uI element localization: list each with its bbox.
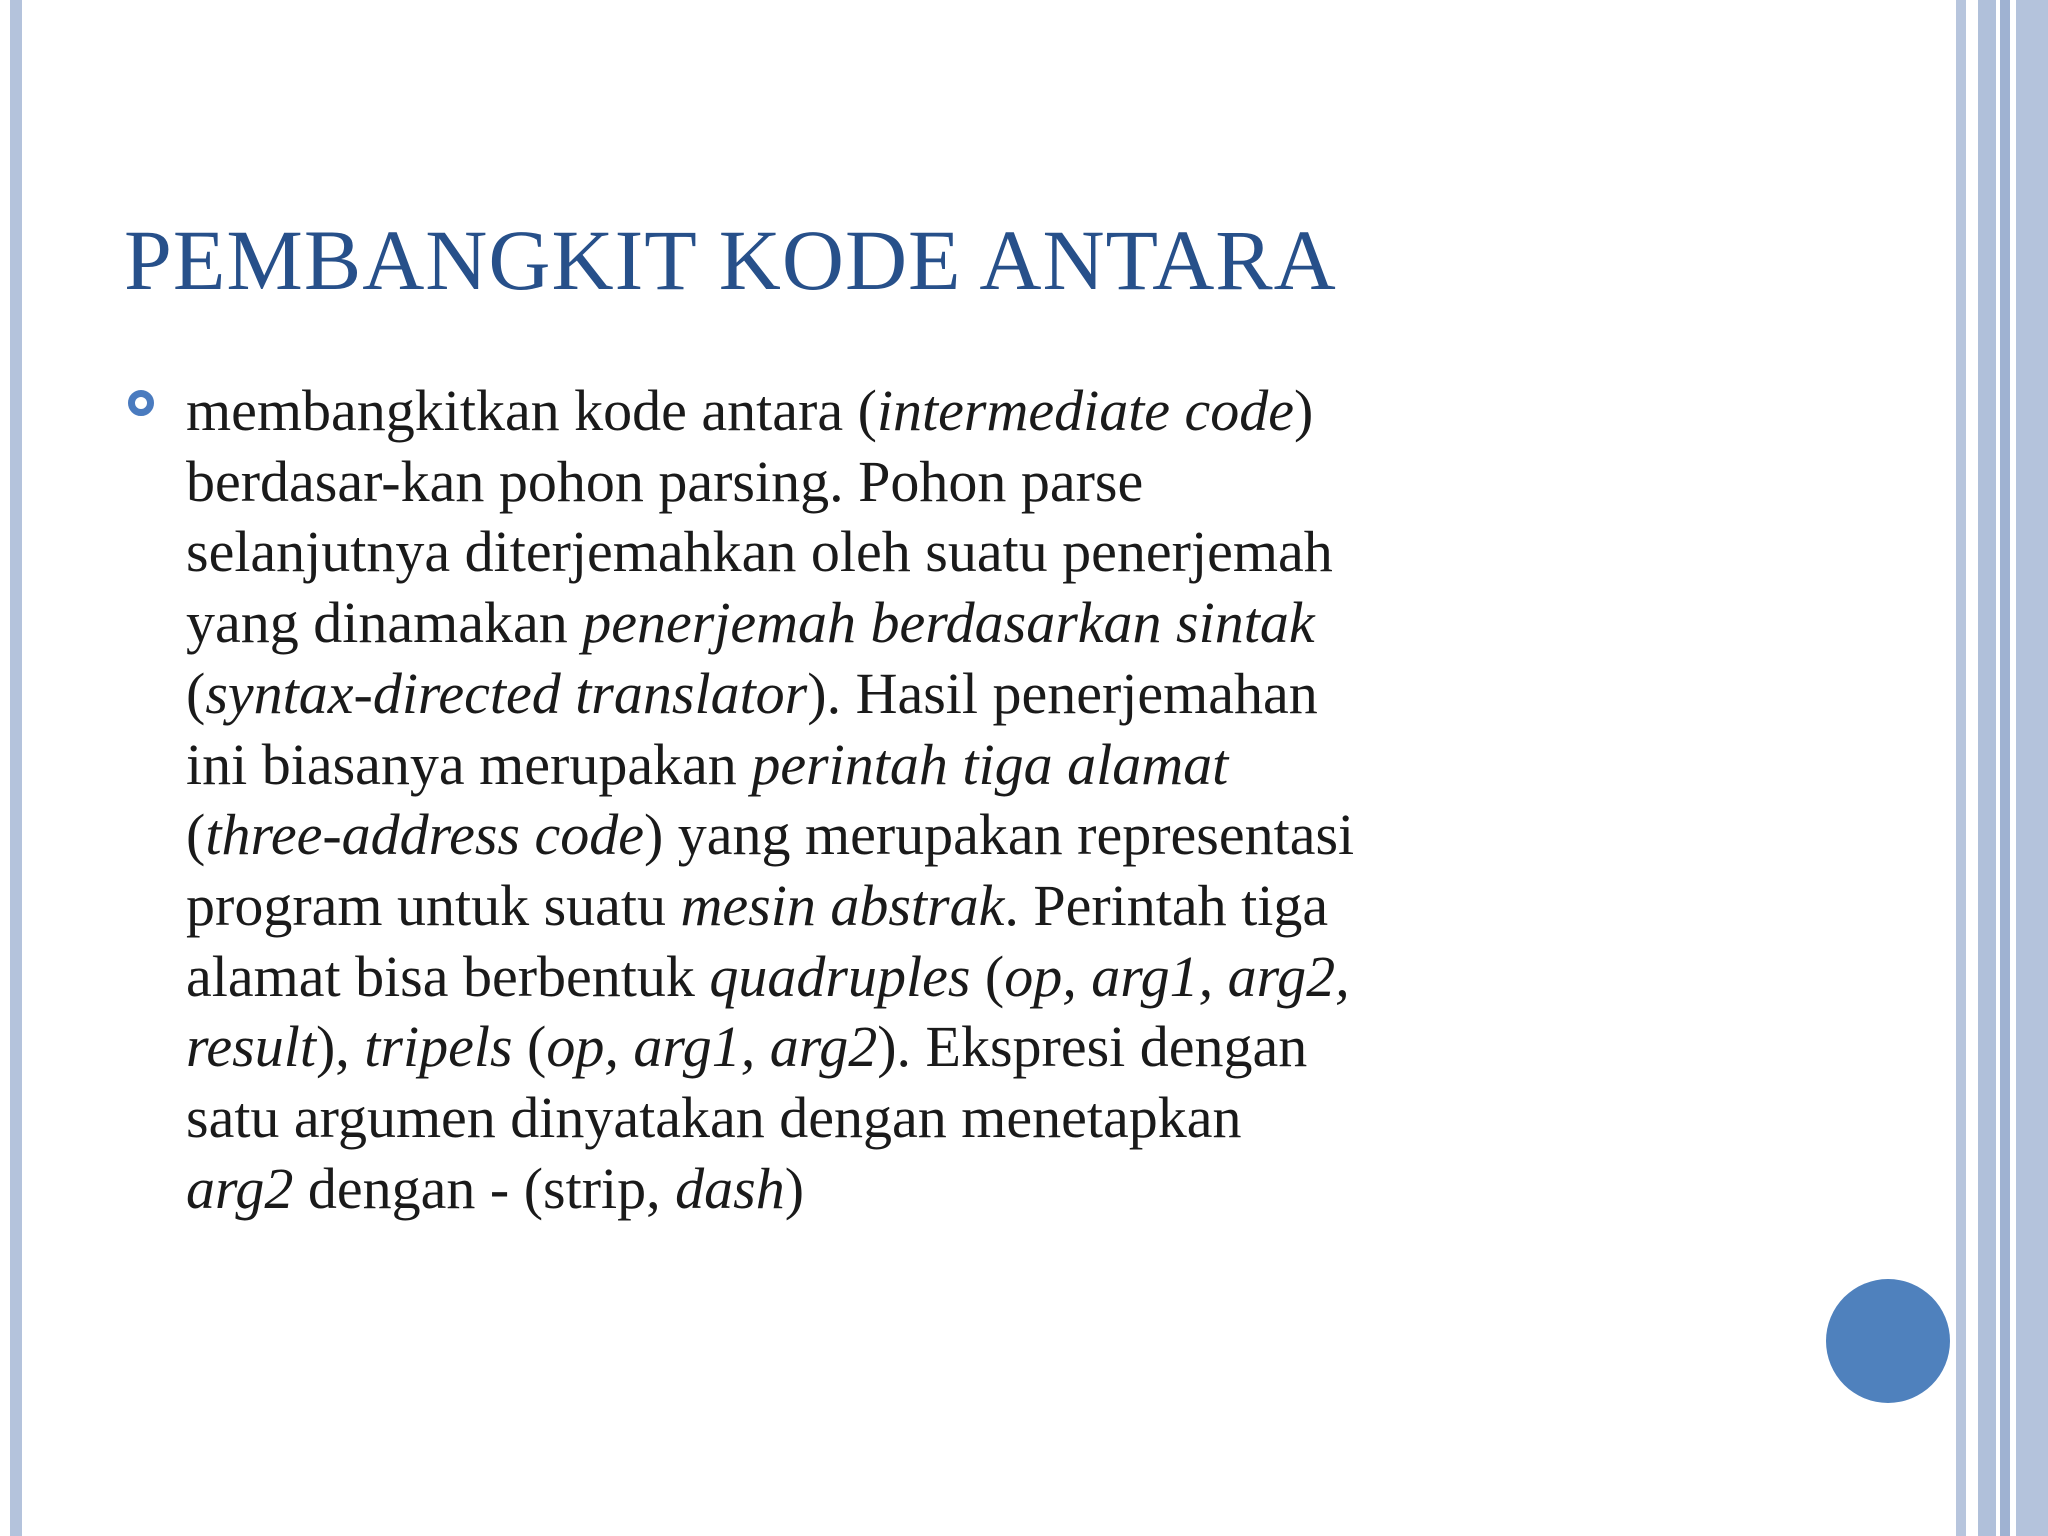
text-run: ( [970, 943, 1005, 1009]
paragraph-line [186, 517, 1766, 588]
text-run: satu argumen dinyatakan dengan menetapkan [186, 1085, 1242, 1151]
paragraph-line [186, 588, 1766, 659]
text-run: ) [1294, 378, 1314, 443]
text-run: dengan - (strip, [293, 1155, 676, 1221]
text-run: program untuk suatu [186, 872, 681, 938]
text-run: alamat bisa berbentuk [186, 943, 710, 1009]
italic-term: tripels [364, 1014, 513, 1080]
text-run: ( [186, 660, 206, 726]
italic-term: penerjemah berdasarkan sintak [582, 590, 1315, 656]
paragraph-line [186, 1012, 1766, 1083]
italic-term: intermediate code [876, 378, 1295, 443]
italic-term: op, arg1, arg2 [546, 1014, 878, 1080]
text-run: ini biasanya merupakan [186, 731, 752, 797]
text-run: ( [512, 1014, 547, 1080]
right-frame-stripe [2000, 0, 2010, 1536]
bullet-paragraph [186, 376, 1766, 1224]
paragraph-line [186, 800, 1766, 871]
paragraph-line [186, 659, 1766, 730]
text-run: ). Hasil penerjemahan [807, 660, 1318, 726]
paragraph-line [186, 1083, 1766, 1154]
text-run: ) yang merupakan representasi [643, 802, 1355, 868]
bullet-circle-icon [128, 390, 154, 416]
text-run: ). Ekspresi dengan [877, 1014, 1308, 1080]
italic-term: quadruples [709, 943, 971, 1009]
text-run: selanjutnya diterjemahkan oleh suatu penerjemah [186, 519, 1333, 585]
paragraph-line [186, 376, 1766, 447]
italic-term: dash [675, 1155, 785, 1221]
italic-term: syntax-directed translator [205, 660, 808, 726]
right-frame-stripe [1956, 0, 1966, 1536]
text-run: berdasar-kan pohon parsing. Pohon parse [186, 448, 1144, 514]
right-frame-stripe [1978, 0, 1996, 1536]
right-frame-stripe [2016, 0, 2048, 1536]
paragraph-line [186, 871, 1766, 942]
paragraph-line [186, 942, 1766, 1013]
nav-circle-button[interactable] [1826, 1279, 1950, 1403]
text-run: . Perintah tiga [1004, 872, 1329, 938]
italic-term: result [186, 1014, 316, 1080]
italic-term: arg2 [186, 1155, 294, 1221]
text-run: membangkitkan kode antara ( [186, 378, 877, 443]
slide-title: PEMBANGKIT KODE ANTARA [124, 212, 1337, 308]
text-run: ( [186, 802, 206, 868]
paragraph-line [186, 1154, 1766, 1225]
paragraph-line [186, 447, 1766, 518]
italic-term: op, arg1, arg2, [1004, 943, 1350, 1009]
text-run: ), [315, 1014, 365, 1080]
left-frame-stripe [10, 0, 22, 1536]
paragraph-line [186, 730, 1766, 801]
text-run: ) [784, 1155, 805, 1221]
italic-term: three-address code [205, 802, 644, 868]
italic-term: perintah tiga alamat [751, 731, 1229, 797]
text-run: yang dinamakan [186, 590, 583, 656]
italic-term: mesin abstrak [680, 872, 1005, 938]
